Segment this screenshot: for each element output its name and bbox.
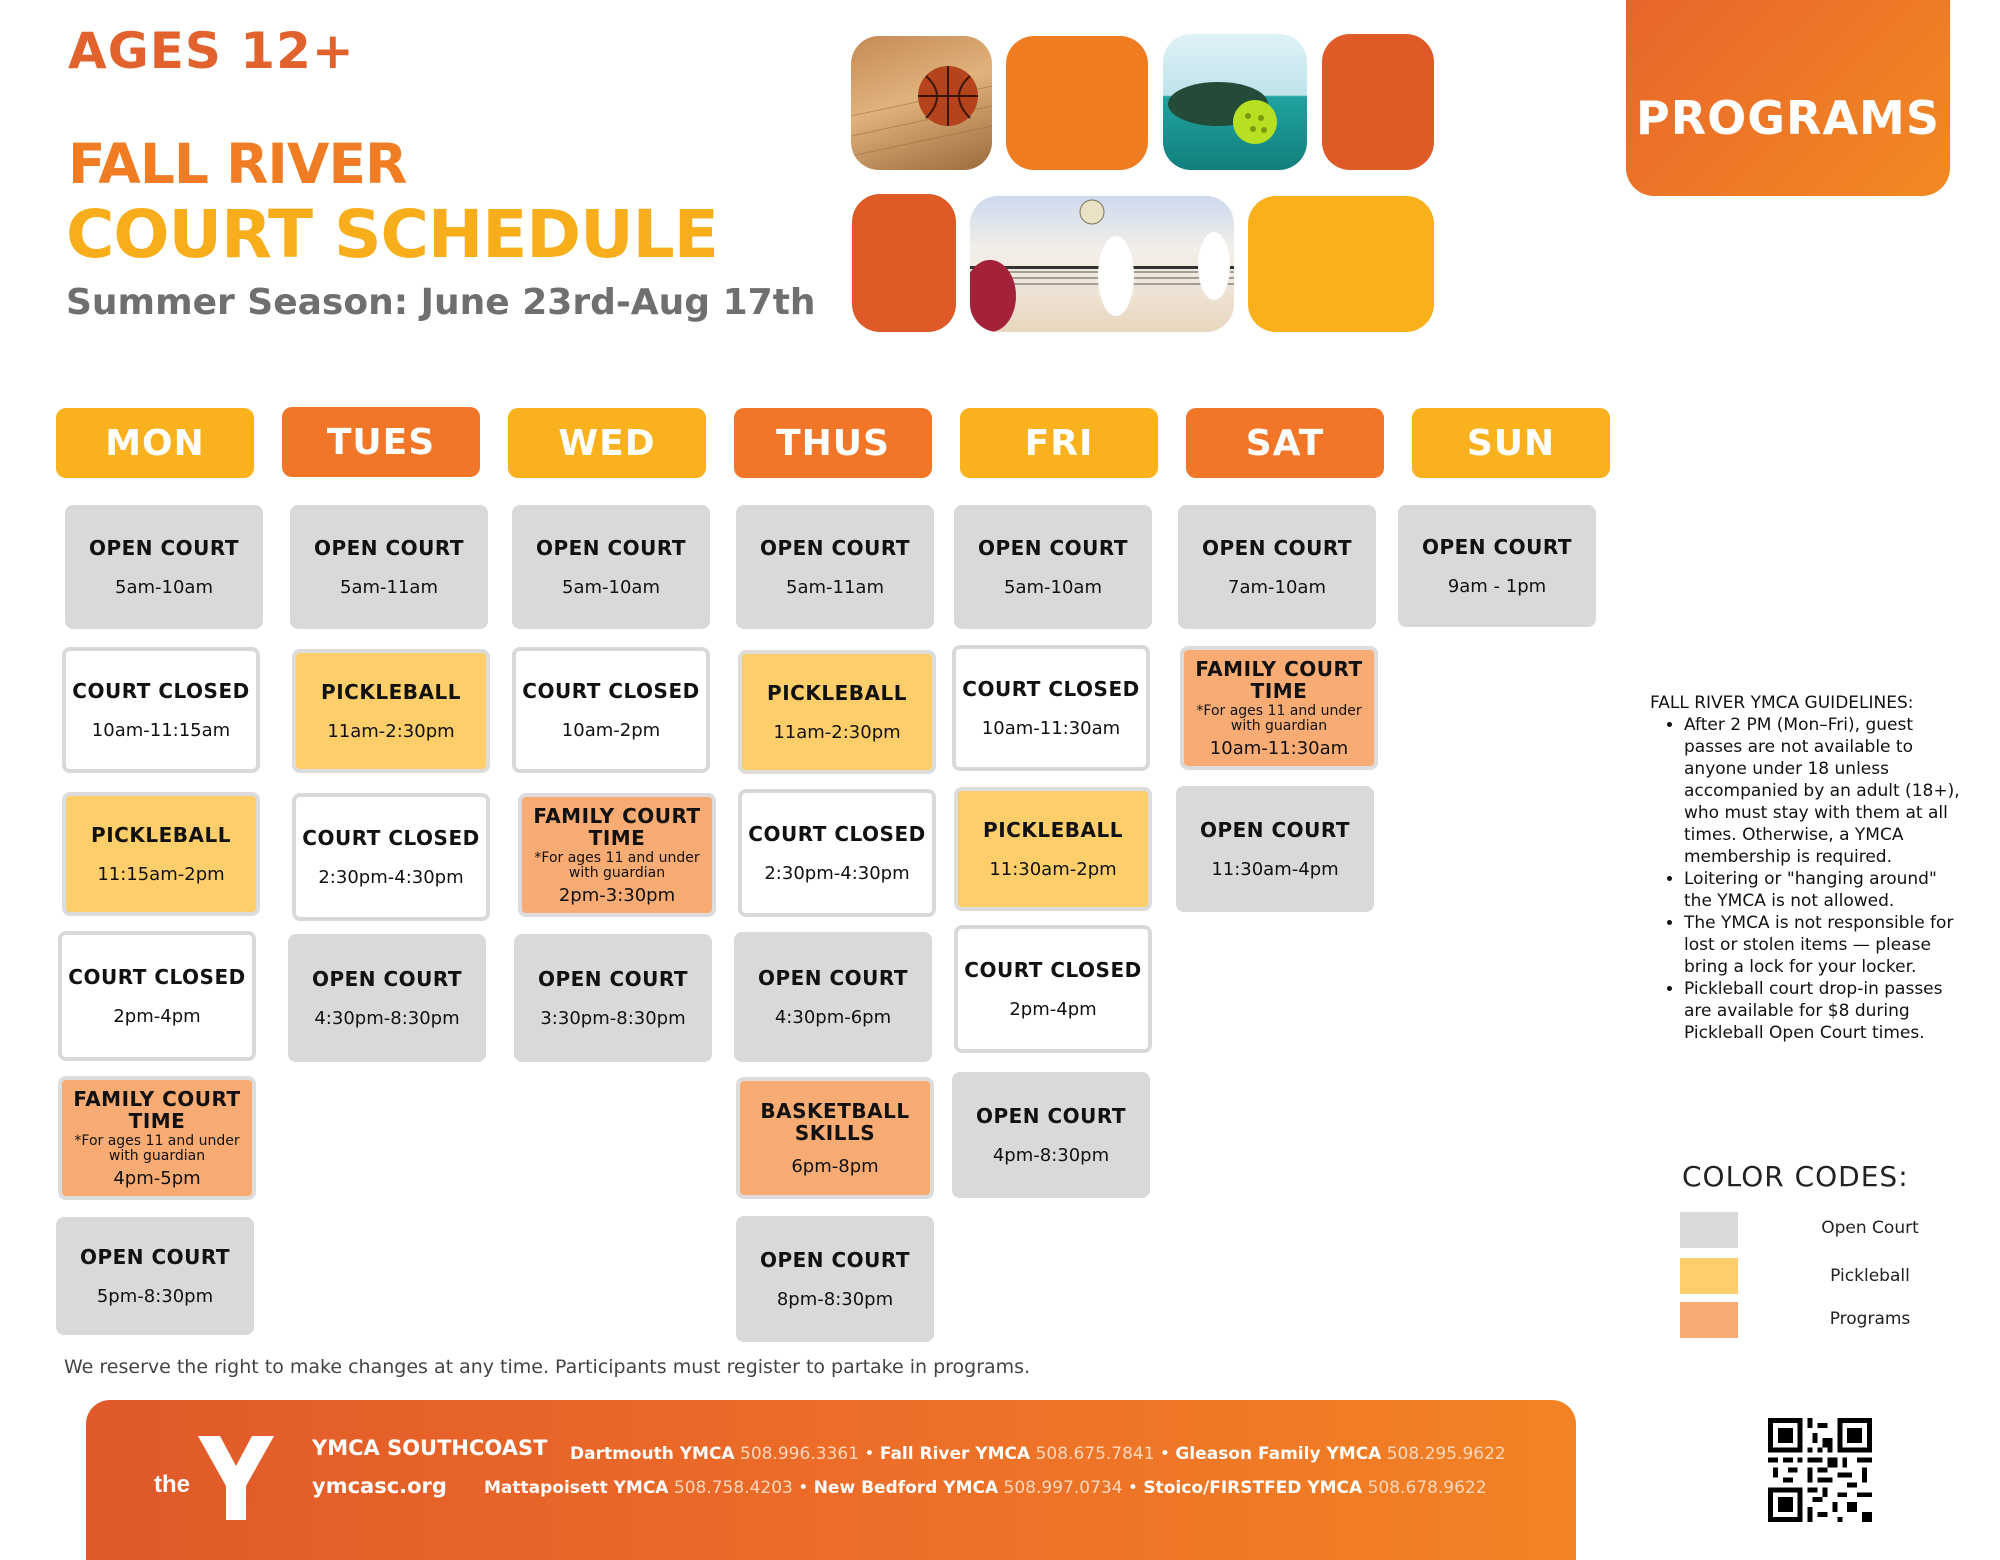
slot-time: 5am-11am <box>786 576 884 598</box>
decor-tile <box>852 194 956 332</box>
slot-time: 5am-11am <box>340 576 438 598</box>
slot-time: 10am-11:30am <box>1209 737 1349 759</box>
logo-ymca-text: YMCA <box>247 1485 261 1507</box>
location-phone: 508.996.3361 <box>740 1444 859 1464</box>
slot-title: FAMILY COURT TIME <box>533 803 701 850</box>
slot-time: 5am-10am <box>115 576 213 598</box>
slot-time: 11:15am-2pm <box>97 863 225 885</box>
day-header-mon: MON <box>56 408 254 478</box>
slot-court-closed <box>738 789 936 917</box>
slot-time: 5am-10am <box>1004 576 1102 598</box>
locations-row-2: Mattapoisett YMCA 508.758.4203 • New Bedford YMCA 508.997.0734 • Stoico/FIRSTFED YMCA 508.678.9622 <box>484 1478 1487 1498</box>
slot-pickleball <box>738 650 936 774</box>
ymca-logo <box>148 1422 288 1522</box>
guideline-item: • After 2 PM (Mon–Fri), guest passes are not available to anyone under 18 unless accompanied by an adult (18+), who must stay with them at all times. Otherwise, a YMCA membership is required. <box>1684 714 1960 868</box>
location-name: Gleason Family YMCA <box>1175 1444 1382 1464</box>
page-title: COURT SCHEDULE <box>66 196 718 273</box>
slot-title: COURT CLOSED <box>962 676 1140 701</box>
slot-time: 11am-2:30pm <box>327 720 455 742</box>
website-link[interactable]: ymcasc.org <box>312 1474 447 1498</box>
volleyball-icon <box>970 196 1234 332</box>
slot-open-court <box>1178 505 1376 629</box>
slot-time: 10am-2pm <box>561 719 661 741</box>
slot-basketball-skills <box>736 1077 934 1199</box>
slot-title: COURT CLOSED <box>522 678 700 703</box>
location-phone: 508.675.7841 <box>1035 1444 1155 1464</box>
pickleball-icon <box>1163 34 1307 170</box>
location-name: Stoico/FIRSTFED YMCA <box>1143 1478 1363 1498</box>
basketball-photo <box>851 36 992 170</box>
slot-title: OPEN COURT <box>79 1244 231 1269</box>
slot-time: 3:30pm-8:30pm <box>540 1007 686 1029</box>
slot-title: PICKLEBALL <box>767 680 907 705</box>
location-name: Dartmouth YMCA <box>570 1444 735 1464</box>
open-court-swatch <box>1680 1212 1738 1248</box>
slot-title: OPEN COURT <box>1201 535 1353 560</box>
slot-time: 2pm-3:30pm <box>558 884 676 906</box>
slot-open-court <box>736 1216 934 1342</box>
slot-time: 2pm-4pm <box>1009 998 1097 1020</box>
location-phone: 508.295.9622 <box>1386 1444 1506 1464</box>
slot-title: COURT CLOSED <box>748 821 926 846</box>
slot-open-court <box>288 934 486 1062</box>
qr-code[interactable] <box>1768 1418 1872 1522</box>
day-header-sun: SUN <box>1412 408 1610 478</box>
footer <box>86 1400 1576 1560</box>
slot-time: 11am-2:30pm <box>773 721 901 743</box>
decor-tile <box>1248 196 1434 332</box>
slot-title: OPEN COURT <box>975 1103 1127 1128</box>
slot-title: COURT CLOSED <box>68 964 246 989</box>
slot-pickleball <box>954 787 1152 911</box>
slot-time: 11:30am-4pm <box>1211 858 1339 880</box>
location-name: Fall River YMCA <box>879 1444 1031 1464</box>
slot-time: 10am-11:30am <box>981 717 1121 739</box>
volleyball-photo <box>970 196 1234 332</box>
slot-title: OPEN COURT <box>313 535 465 560</box>
slot-title: OPEN COURT <box>311 966 463 991</box>
slot-note: *For ages 11 and under with guardian <box>534 849 700 881</box>
org-name: YMCA SOUTHCOAST <box>312 1436 548 1460</box>
guideline-item: • Pickleball court drop-in passes are available for $8 during Pickleball Open Court times. <box>1684 978 1960 1044</box>
programs-swatch <box>1680 1302 1738 1338</box>
slot-title: PICKLEBALL <box>983 817 1123 842</box>
slot-title: PICKLEBALL <box>91 822 231 847</box>
slot-title: COURT CLOSED <box>72 678 250 703</box>
slot-note: *For ages 11 and under with guardian <box>1196 702 1362 734</box>
slot-open-court <box>290 505 488 629</box>
location-name: New Bedford YMCA <box>813 1478 999 1498</box>
guideline-item: • The YMCA is not responsible for lost or stolen items — please bring a lock for your locker. <box>1684 912 1960 978</box>
slot-time: 4:30pm-6pm <box>774 1006 892 1028</box>
guideline-item: • Loitering or "hanging around" the YMCA is not allowed. <box>1684 868 1960 912</box>
day-header-tue: TUES <box>282 407 480 477</box>
programs-tab: PROGRAMS <box>1626 0 1950 196</box>
decor-tile <box>1322 34 1434 170</box>
location-phone: 508.758.4203 <box>673 1478 793 1498</box>
basketball-icon <box>851 36 992 170</box>
slot-open-court <box>65 505 263 629</box>
slot-open-court <box>1176 786 1374 912</box>
slot-court-closed <box>954 925 1152 1053</box>
slot-time: 4pm-5pm <box>113 1167 201 1189</box>
qr-code-icon <box>1768 1418 1872 1522</box>
slot-time: 11:30am-2pm <box>989 858 1117 880</box>
slot-time: 2:30pm-4:30pm <box>318 866 464 888</box>
age-range: AGES 12+ <box>68 22 355 80</box>
slot-open-court <box>56 1217 254 1335</box>
slot-time: 5am-10am <box>562 576 660 598</box>
season-subtitle: Summer Season: June 23rd-Aug 17th <box>66 282 816 323</box>
slot-title: OPEN COURT <box>535 535 687 560</box>
slot-title: COURT CLOSED <box>964 957 1142 982</box>
location-phone: 508.678.9622 <box>1367 1478 1487 1498</box>
slot-time: 4pm-8:30pm <box>992 1144 1110 1166</box>
slot-title: COURT CLOSED <box>302 825 480 850</box>
slot-open-court <box>734 932 932 1062</box>
location-name: Mattapoisett YMCA <box>484 1478 669 1498</box>
slot-court-closed <box>512 647 710 773</box>
slot-title: FAMILY COURT TIME <box>1195 656 1363 703</box>
programs-legend-label: Programs <box>1829 1309 1911 1329</box>
slot-pickleball <box>292 649 490 773</box>
slot-time: 7am-10am <box>1228 576 1326 598</box>
day-header-thu: THUS <box>734 408 932 478</box>
disclaimer: We reserve the right to make changes at any time. Participants must register to partake in programs. <box>64 1356 1031 1378</box>
pickleball-photo <box>1163 34 1307 170</box>
slot-title: OPEN COURT <box>977 535 1129 560</box>
slot-title: OPEN COURT <box>757 965 909 990</box>
ymca-logo-icon <box>148 1422 288 1522</box>
slot-open-court <box>1398 505 1596 627</box>
pickleball-swatch <box>1680 1258 1738 1294</box>
decor-tile <box>1006 36 1148 170</box>
logo-the-text: the <box>154 1471 190 1498</box>
slot-time: 10am-11:15am <box>91 719 231 741</box>
slot-title: OPEN COURT <box>759 1247 911 1272</box>
pickleball-legend-label: Pickleball <box>1830 1266 1910 1286</box>
slot-time: 2pm-4pm <box>113 1005 201 1027</box>
location-phone: 508.997.0734 <box>1003 1478 1123 1498</box>
slot-time: 5pm-8:30pm <box>96 1285 214 1307</box>
slot-title: OPEN COURT <box>1199 817 1351 842</box>
guidelines <box>1650 692 1960 1044</box>
slot-open-court <box>952 1072 1150 1198</box>
slot-court-closed <box>58 931 256 1061</box>
slot-title: OPEN COURT <box>537 966 689 991</box>
slot-note: *For ages 11 and under with guardian <box>74 1132 240 1164</box>
slot-open-court <box>954 505 1152 629</box>
slot-title: OPEN COURT <box>1421 534 1573 559</box>
slot-title: BASKETBALL SKILLS <box>760 1098 910 1145</box>
slot-pickleball <box>62 792 260 916</box>
slot-time: 2:30pm-4:30pm <box>764 862 910 884</box>
slot-court-closed <box>62 647 260 773</box>
slot-family-court <box>1180 646 1378 770</box>
slot-open-court <box>514 934 712 1062</box>
day-header-sat: SAT <box>1186 408 1384 478</box>
location-title: FALL RIVER <box>68 132 407 196</box>
slot-family-court <box>58 1076 256 1200</box>
slot-title: FAMILY COURT TIME <box>73 1086 241 1133</box>
open-court-legend-label: Open Court <box>1821 1218 1919 1238</box>
slot-open-court <box>736 505 934 629</box>
guidelines-title: FALL RIVER YMCA GUIDELINES: <box>1650 693 1914 713</box>
slot-title: OPEN COURT <box>88 535 240 560</box>
color-codes-title: COLOR CODES: <box>1682 1160 1909 1193</box>
slot-title: PICKLEBALL <box>321 679 461 704</box>
day-header-fri: FRI <box>960 408 1158 478</box>
slot-time: 4:30pm-8:30pm <box>314 1007 460 1029</box>
slot-title: OPEN COURT <box>759 535 911 560</box>
slot-open-court <box>512 505 710 629</box>
locations-row-1: Dartmouth YMCA 508.996.3361 • Fall River YMCA 508.675.7841 • Gleason Family YMCA 508.295.9622 <box>570 1444 1506 1464</box>
day-header-wed: WED <box>508 408 706 478</box>
slot-court-closed <box>952 645 1150 771</box>
slot-time: 6pm-8pm <box>791 1155 879 1177</box>
slot-time: 9am - 1pm <box>1447 575 1547 597</box>
slot-family-court <box>518 793 716 917</box>
slot-time: 8pm-8:30pm <box>776 1288 894 1310</box>
slot-court-closed <box>292 793 490 921</box>
